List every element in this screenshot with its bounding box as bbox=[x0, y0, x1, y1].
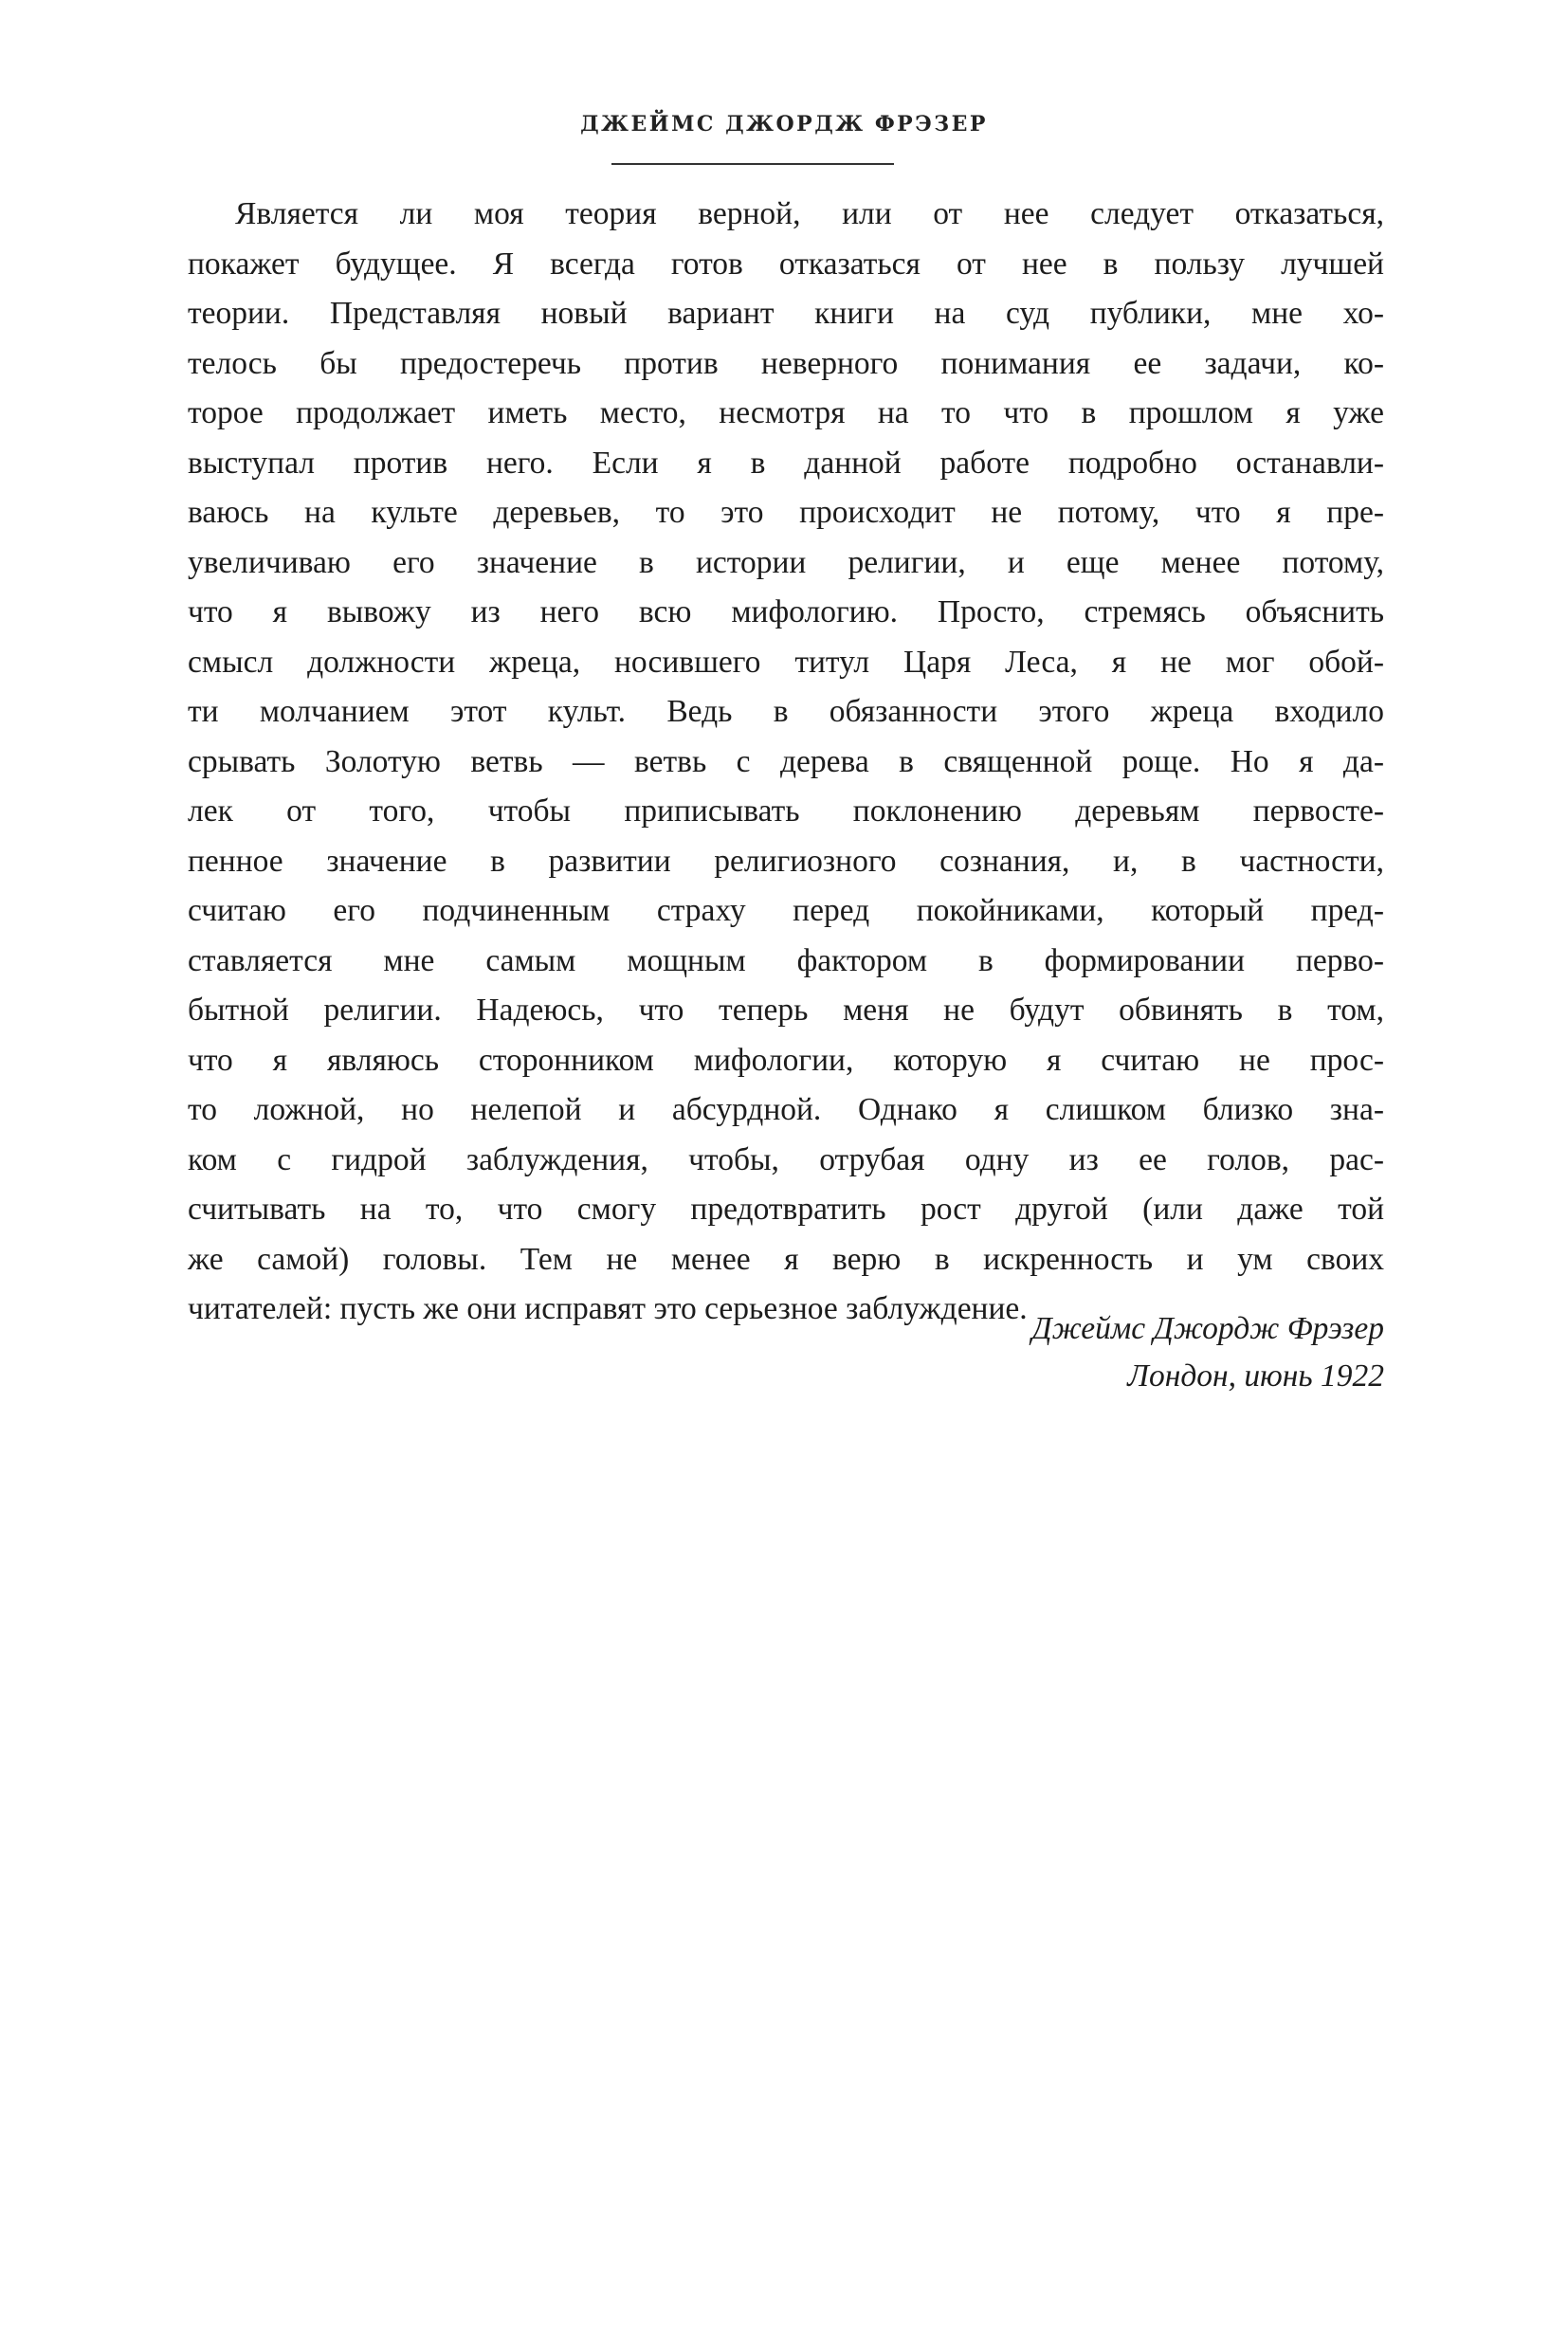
text-line: покажет будущее. Я всегда готов отказаться от нее в пользу лучшей bbox=[188, 246, 1384, 282]
text-line: ком с гидрой заблуждения, чтобы, отрубая одну из ее голов, рас- bbox=[188, 1141, 1384, 1177]
text-line: бытной религии. Надеюсь, что теперь меня не будут обвинять в том, bbox=[188, 993, 1384, 1028]
text-line: увеличиваю его значение в истории религии, и еще менее потому, bbox=[188, 544, 1384, 580]
running-head-rule bbox=[611, 163, 894, 165]
signature-place-date: Лондон, июнь 1922 bbox=[1127, 1358, 1384, 1394]
text-line: что я вывожу из него всю мифологию. Просто, стремясь объяснить bbox=[188, 594, 1384, 629]
text-line: считаю его подчиненным страху перед покойниками, который пред- bbox=[188, 893, 1384, 928]
text-line: считывать на то, что смогу предотвратить рост другой (или даже той bbox=[188, 1192, 1384, 1227]
text-line: телось бы предостеречь против неверного понимания ее задачи, ко- bbox=[188, 345, 1384, 381]
text-line: ваюсь на культе деревьев, то это происходит не потому, что я пре- bbox=[188, 495, 1384, 530]
body-paragraph bbox=[188, 190, 1384, 1335]
text-line: ставляется мне самым мощным фактором в формировании перво- bbox=[188, 942, 1384, 978]
text-line: же самой) головы. Тем не менее я верю в искренность и ум своих bbox=[188, 1241, 1384, 1277]
text-line: что я являюсь сторонником мифологии, которую я считаю не прос- bbox=[188, 1042, 1384, 1078]
text-line: Является ли моя теория верной, или от нее следует отказаться, bbox=[235, 196, 1384, 231]
text-line: смысл должности жреца, носившего титул Царя Леса, я не мог обой- bbox=[188, 644, 1384, 680]
running-head: ДЖЕЙМС ДЖОРДЖ ФРЭЗЕР bbox=[580, 112, 988, 137]
text-line: ти молчанием этот культ. Ведь в обязанности этого жреца входило bbox=[188, 694, 1384, 729]
text-line: пенное значение в развитии религиозного сознания, и, в частности, bbox=[188, 843, 1384, 879]
text-line: срывать Золотую ветвь — ветвь с дерева в священной роще. Но я да- bbox=[188, 743, 1384, 779]
text-line: выступал против него. Если я в данной работе подробно останавли- bbox=[188, 445, 1384, 481]
text-line: теории. Представляя новый вариант книги на суд публики, мне хо- bbox=[188, 296, 1384, 331]
text-line: лек от того, чтобы приписывать поклонению деревьям первосте- bbox=[188, 793, 1384, 829]
text-line: то ложной, но нелепой и абсурдной. Однако я слишком близко зна- bbox=[188, 1092, 1384, 1127]
signature-author: Джеймс Джордж Фрэзер bbox=[1031, 1311, 1384, 1346]
text-line: торое продолжает иметь место, несмотря на то что в прошлом я уже bbox=[188, 395, 1384, 430]
text-line: читателей: пусть же они исправят это серьезное заблуждение. bbox=[188, 1291, 1028, 1326]
